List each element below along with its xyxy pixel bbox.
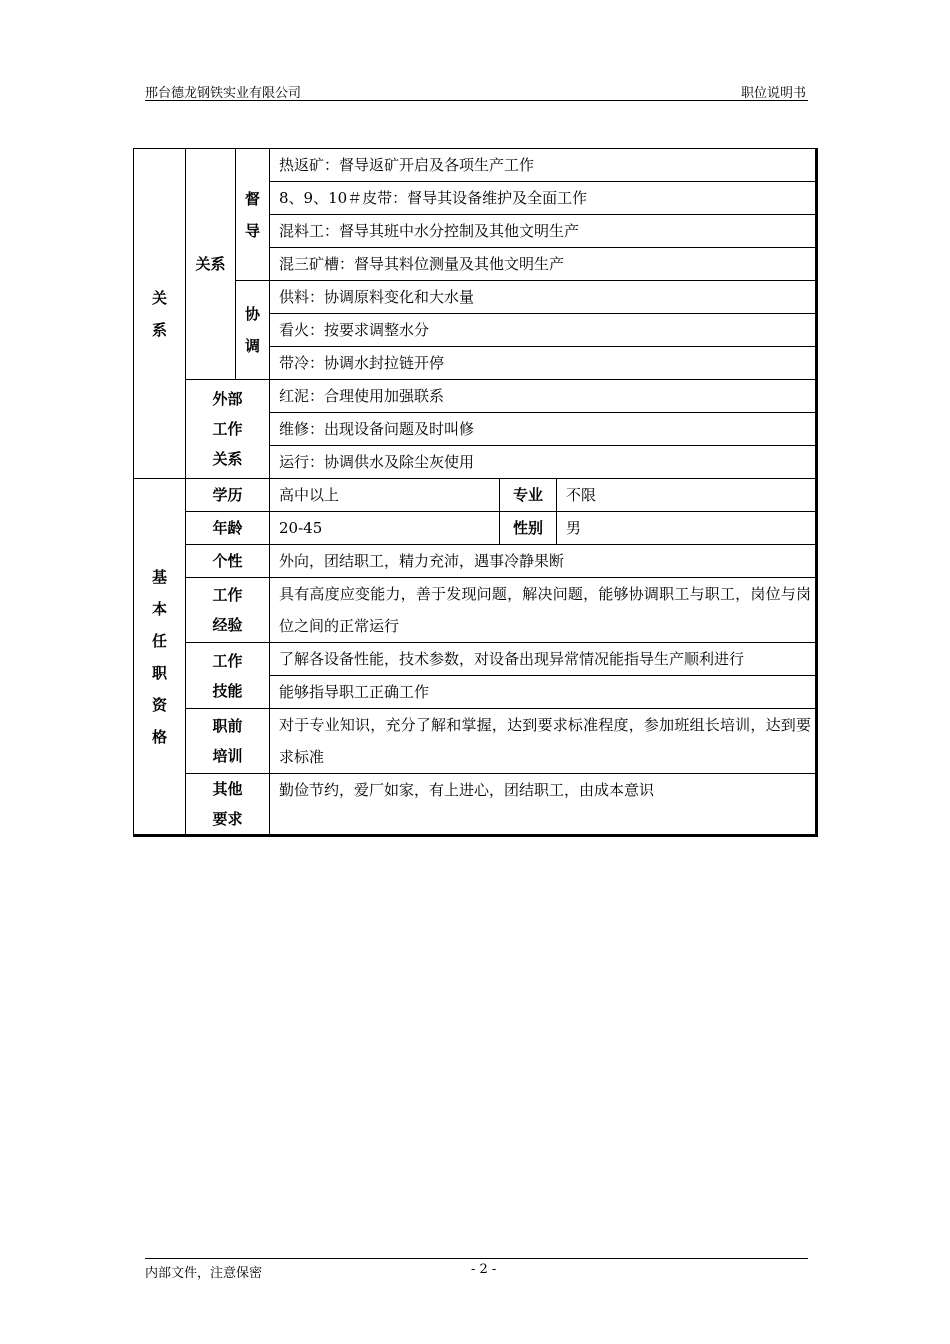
supervise-item: 热返矿：督导返矿开启及各项生产工作 <box>270 149 817 182</box>
external-item: 红泥：合理使用加强联系 <box>270 380 817 413</box>
section-qualifications: 基本任职资格 <box>134 479 186 836</box>
experience-label: 工作经验 <box>186 578 270 643</box>
training-value: 对于专业知识，充分了解和掌握，达到要求标准程度，参加班组长培训，达到要求标准 <box>270 709 817 774</box>
coordinate-label: 协调 <box>236 281 270 380</box>
education-label: 学历 <box>186 479 270 512</box>
experience-value: 具有高度应变能力，善于发现问题，解决问题，能够协调职工与职工，岗位与岗位之间的正常运行 <box>270 578 817 643</box>
job-description-table <box>133 148 818 837</box>
supervise-label: 督导 <box>236 149 270 281</box>
other-label: 其他要求 <box>186 774 270 836</box>
document-title: 职位说明书 <box>740 86 806 101</box>
confidential-note: 内部文件，注意保密 <box>145 1266 263 1281</box>
page-header <box>145 82 808 101</box>
coordinate-item: 看火：按要求调整水分 <box>270 314 817 347</box>
supervise-item: 混料工：督导其班中水分控制及其他文明生产 <box>270 215 817 248</box>
footer-rule <box>145 1258 808 1259</box>
coordinate-item: 带冷：协调水封拉链开停 <box>270 347 817 380</box>
company-name: 邢台德龙钢铁实业有限公司 <box>145 86 302 101</box>
personality-label: 个性 <box>186 545 270 578</box>
skills-item: 能够指导职工正确工作 <box>270 676 817 709</box>
personality-value: 外向，团结职工，精力充沛，遇事冷静果断 <box>270 545 817 578</box>
gender-label: 性别 <box>500 512 557 545</box>
external-item: 维修：出现设备问题及时叫修 <box>270 413 817 446</box>
external-relations-label: 外部 工作 关系 <box>186 380 270 479</box>
training-label: 职前培训 <box>186 709 270 774</box>
internal-relations-label: 关系 <box>186 149 236 380</box>
gender-value: 男 <box>557 512 817 545</box>
external-item: 运行：协调供水及除尘灰使用 <box>270 446 817 479</box>
age-label: 年龄 <box>186 512 270 545</box>
skills-label: 工作技能 <box>186 643 270 709</box>
other-value: 勤俭节约，爱厂如家，有上进心，团结职工，由成本意识 <box>270 774 817 836</box>
skills-item: 了解各设备性能，技术参数，对设备出现异常情况能指导生产顺利进行 <box>270 643 817 676</box>
supervise-item: 8、9、10＃皮带：督导其设备维护及全面工作 <box>270 182 817 215</box>
age-value: 20-45 <box>270 512 500 545</box>
education-value: 高中以上 <box>270 479 500 512</box>
coordinate-item: 供料：协调原料变化和大水量 <box>270 281 817 314</box>
page-number: - 2 - <box>471 1262 497 1277</box>
section-relations: 关系 <box>134 149 186 479</box>
major-label: 专业 <box>500 479 557 512</box>
supervise-item: 混三矿槽：督导其料位测量及其他文明生产 <box>270 248 817 281</box>
major-value: 不限 <box>557 479 817 512</box>
